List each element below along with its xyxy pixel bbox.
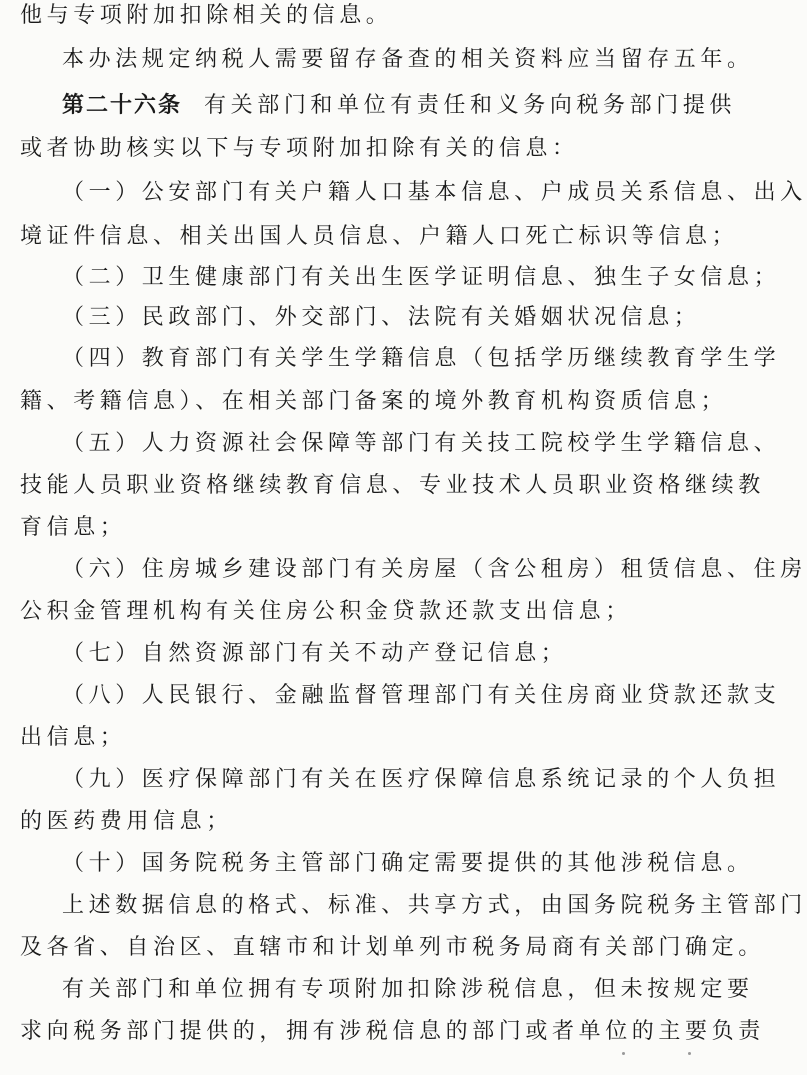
text-line: 他与专项附加扣除相关的信息。 [20,3,393,28]
text-line: 有关部门和单位拥有专项附加扣除涉税信息，但未按规定要 [62,977,754,1002]
text-line: （三）民政部门、外交部门、法院有关婚姻状况信息； [62,305,701,330]
text-line: （九）医疗保障部门有关在医疗保障信息系统记录的个人负担 [62,767,781,792]
text-line: （二）卫生健康部门有关出生医学证明信息、独生子女信息； [62,265,781,290]
scan-speck [622,1052,625,1055]
scan-speck [688,1052,691,1055]
text-line: 境证件信息、相关出国人员信息、户籍人口死亡标识等信息； [20,224,739,249]
text-line: 育信息； [20,515,127,540]
text-line: 上述数据信息的格式、标准、共享方式，由国务院税务主管部门 [62,893,807,918]
text-line: 及各省、自治区、直辖市和计划单列市税务局商有关部门确定。 [20,935,765,960]
text-line: 或者协助核实以下与专项附加扣除有关的信息： [20,136,579,161]
text-line: 公积金管理机构有关住房公积金贷款还款支出信息； [20,599,632,624]
article-line [62,91,737,119]
text-line: （四）教育部门有关学生学籍信息（包括学历继续教育学生学 [62,346,781,371]
text-line: 籍、考籍信息）、在相关部门备案的境外教育机构资质信息； [20,389,728,414]
text-line: （八）人民银行、金融监督管理部门有关住房商业贷款还款支 [62,683,781,708]
text-line: 技能人员职业资格继续教育信息、专业技术人员职业资格继续教 [20,473,765,498]
text-line: （十）国务院税务主管部门确定需要提供的其他涉税信息。 [62,851,754,876]
text-line: 求向税务部门提供的，拥有涉税信息的部门或者单位的主要负责 [20,1019,765,1044]
text-line: 本办法规定纳税人需要留存备查的相关资料应当留存五年。 [62,47,754,72]
text-span: 有关部门和单位有责任和义务向税务部门提供 [204,93,737,118]
text-line: （七）自然资源部门有关不动产登记信息； [62,641,568,666]
article-heading: 第二十六条 [62,92,183,118]
text-line: 的医药费用信息； [20,809,233,834]
text-line: （一）公安部门有关户籍人口基本信息、户成员关系信息、出入 [62,180,807,205]
text-line: 出信息； [20,725,127,750]
text-line: （六）住房城乡建设部门有关房屋（含公租房）租赁信息、住房 [62,557,807,582]
text-line: （五）人力资源社会保障等部门有关技工院校学生学籍信息、 [62,431,781,456]
